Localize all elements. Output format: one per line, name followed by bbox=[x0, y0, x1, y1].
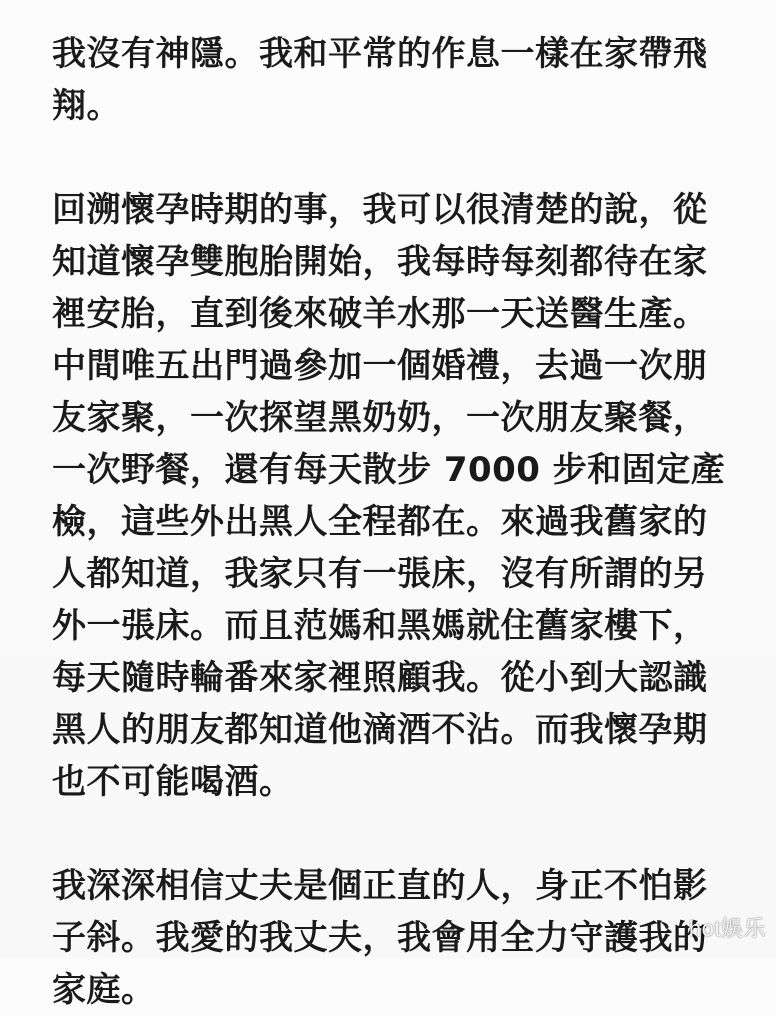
text-line: 每天隨時輪番來家裡照顧我。從小到大認識 bbox=[52, 658, 708, 698]
paragraph-gap bbox=[52, 808, 742, 860]
text-line: 友家聚，一次探望黑奶奶，一次朋友聚餐， bbox=[52, 398, 708, 438]
text-line: 子斜。我愛的我丈夫，我會用全力守護我的 bbox=[52, 918, 708, 958]
text-line: 我沒有神隱。我和平常的作息一樣在家帶飛 bbox=[52, 34, 708, 74]
text-line: 翔。 bbox=[52, 86, 121, 126]
text-line: 家庭。 bbox=[52, 970, 156, 1010]
text-line: 黑人的朋友都知道他滴酒不沾。而我懷孕期 bbox=[52, 710, 708, 750]
text-line: 人都知道，我家只有一張床，沒有所謂的另 bbox=[52, 554, 708, 594]
text-line: 一次野餐，還有每天散步 7000 步和固定產 bbox=[52, 450, 726, 490]
text-line: 裡安胎，直到後來破羊水那一天送醫生產。 bbox=[52, 294, 708, 334]
text-line: 知道懷孕雙胞胎開始，我每時每刻都待在家 bbox=[52, 242, 708, 282]
text-line: 檢，這些外出黑人全程都在。來過我舊家的 bbox=[52, 502, 708, 542]
watermark-logo: hot娛乐 bbox=[688, 916, 766, 941]
text-line: 外一張床。而且范媽和黑媽就住舊家樓下， bbox=[52, 606, 708, 646]
paragraph-gap bbox=[52, 132, 742, 184]
statement-text bbox=[52, 28, 742, 1016]
text-line: 也不可能喝酒。 bbox=[52, 762, 294, 802]
text-line: 回溯懷孕時期的事，我可以很清楚的說，從 bbox=[52, 190, 708, 230]
text-line: 中間唯五出門過參加一個婚禮，去過一次朋 bbox=[52, 346, 708, 386]
text-line: 我深深相信丈夫是個正直的人，身正不怕影 bbox=[52, 866, 708, 906]
